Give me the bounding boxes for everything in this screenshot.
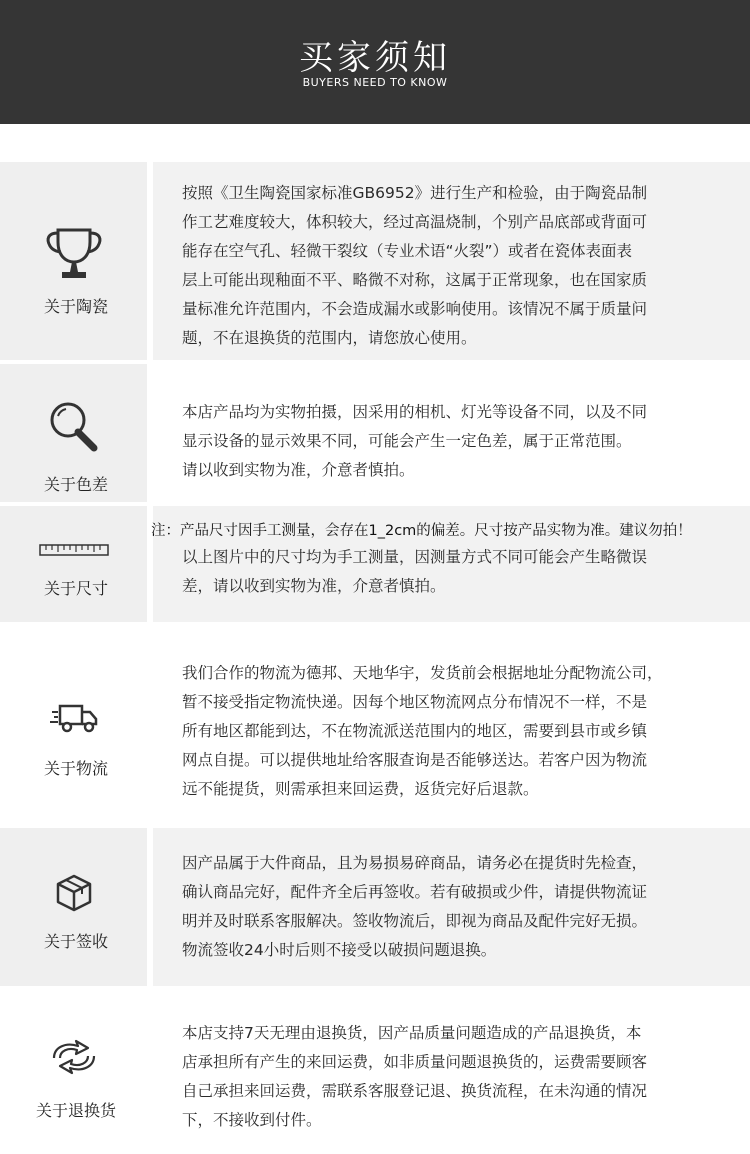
body-line: 下，不接收到付件。: [182, 1111, 322, 1129]
section-ceramics: [0, 162, 750, 360]
body-line: 确认商品完好，配件齐全后再签收。若有破损或少件，请提供物流证: [182, 883, 648, 901]
section-sidebar: [0, 506, 147, 622]
body-line: 因产品属于大件商品，且为易损易碎商品，请务必在提货时先检查，: [182, 854, 648, 872]
body-line: 能存在空气孔、轻微干裂纹（专业术语“火裂”）或者在瓷体表面表: [182, 242, 633, 260]
body-line: 显示设备的显示效果不同，可能会产生一定色差，属于正常范围。: [182, 432, 632, 450]
body-line: 作工艺难度较大，体积较大，经过高温烧制，个别产品底部或背面可: [182, 213, 648, 231]
body-line: 按照《卫生陶瓷国家标准GB6952》进行生产和检验，由于陶瓷品制: [182, 184, 648, 202]
trophy-icon: [0, 222, 147, 288]
body-line: 网点自提。可以提供地址给客服查询是否能够送达。若客户因为物流: [182, 751, 648, 769]
section-sidebar: [0, 990, 147, 1154]
body-line: 本店支持7天无理由退换货，因产品质量问题造成的产品退换货，本: [182, 1024, 642, 1042]
body-line: 题，不在退换货的范围内，请您放心使用。: [182, 329, 477, 347]
page-header: [0, 0, 750, 124]
body-line: 差，请以收到实物为准，介意者慎拍。: [182, 577, 446, 595]
section-logistics: [0, 626, 750, 824]
section-body: [153, 162, 750, 360]
section-label: 关于退换货: [35, 1101, 116, 1120]
body-line: 店承担所有产生的来回运费，如非质量问题退换货的，运费需要顾客: [182, 1053, 648, 1071]
page-subtitle: BUYERS NEED TO KNOW: [302, 76, 448, 89]
section-label: 关于尺寸: [43, 579, 108, 598]
body-line: 我们合作的物流为德邦、天地华宇，发货前会根据地址分配物流公司，: [182, 664, 663, 682]
body-line: 远不能提货，则需承担来回运费，返货完好后退款。: [182, 780, 539, 798]
exchange-arrows-icon: [0, 1038, 147, 1080]
body-line: 量标准允许范围内，不会造成漏水或影响使用。该情况不属于质量问: [182, 300, 648, 318]
size-note: 注：产品尺寸因手工测量，会存在1_2cm的偏差。尺寸按产品实物为准。建议勿拍！: [151, 523, 692, 539]
body-line: 层上可能出现釉面不平、略微不对称，这属于正常现象，也在国家质: [182, 271, 648, 289]
section-sidebar: [0, 364, 147, 502]
body-line: 本店产品均为实物拍摄，因采用的相机、灯光等设备不同，以及不同: [182, 403, 648, 421]
section-body: [153, 626, 750, 824]
section-label: 关于签收: [43, 932, 108, 951]
truck-icon: [0, 700, 147, 740]
body-line: 自己承担来回运费，需联系客服登记退、换货流程，在未沟通的情况: [182, 1082, 648, 1100]
package-icon: [0, 870, 147, 916]
section-receipt: [0, 828, 750, 986]
section-body: [153, 828, 750, 986]
section-sidebar: [0, 162, 147, 360]
section-label: 关于物流: [43, 759, 108, 778]
body-line: 以上图片中的尺寸均为手工测量，因测量方式不同可能会产生略微误: [182, 548, 648, 566]
body-line: 明并及时联系客服解决。签收物流后，即视为商品及配件完好无损。: [182, 912, 648, 930]
section-sidebar: [0, 828, 147, 986]
section-label: 关于色差: [43, 475, 108, 494]
magnifier-icon: [0, 396, 147, 460]
page-title: 买家须知: [299, 38, 451, 78]
section-returns: [0, 990, 750, 1154]
body-line: 物流签收24小时后则不接受以破损问题退换。: [182, 941, 497, 959]
body-line: 请以收到实物为准，介意者慎拍。: [182, 461, 415, 479]
section-body: [153, 506, 750, 622]
section-body: [153, 990, 750, 1154]
section-body: [153, 364, 750, 502]
ruler-icon: [0, 542, 147, 561]
section-size: [0, 506, 750, 622]
section-sidebar: [0, 626, 147, 824]
section-label: 关于陶瓷: [43, 297, 108, 316]
body-line: 暂不接受指定物流快递。因每个地区物流网点分布情况不一样，不是: [182, 693, 648, 711]
section-color-difference: [0, 364, 750, 502]
body-line: 所有地区都能到达，不在物流派送范围内的地区，需要到县市或乡镇: [182, 722, 648, 740]
